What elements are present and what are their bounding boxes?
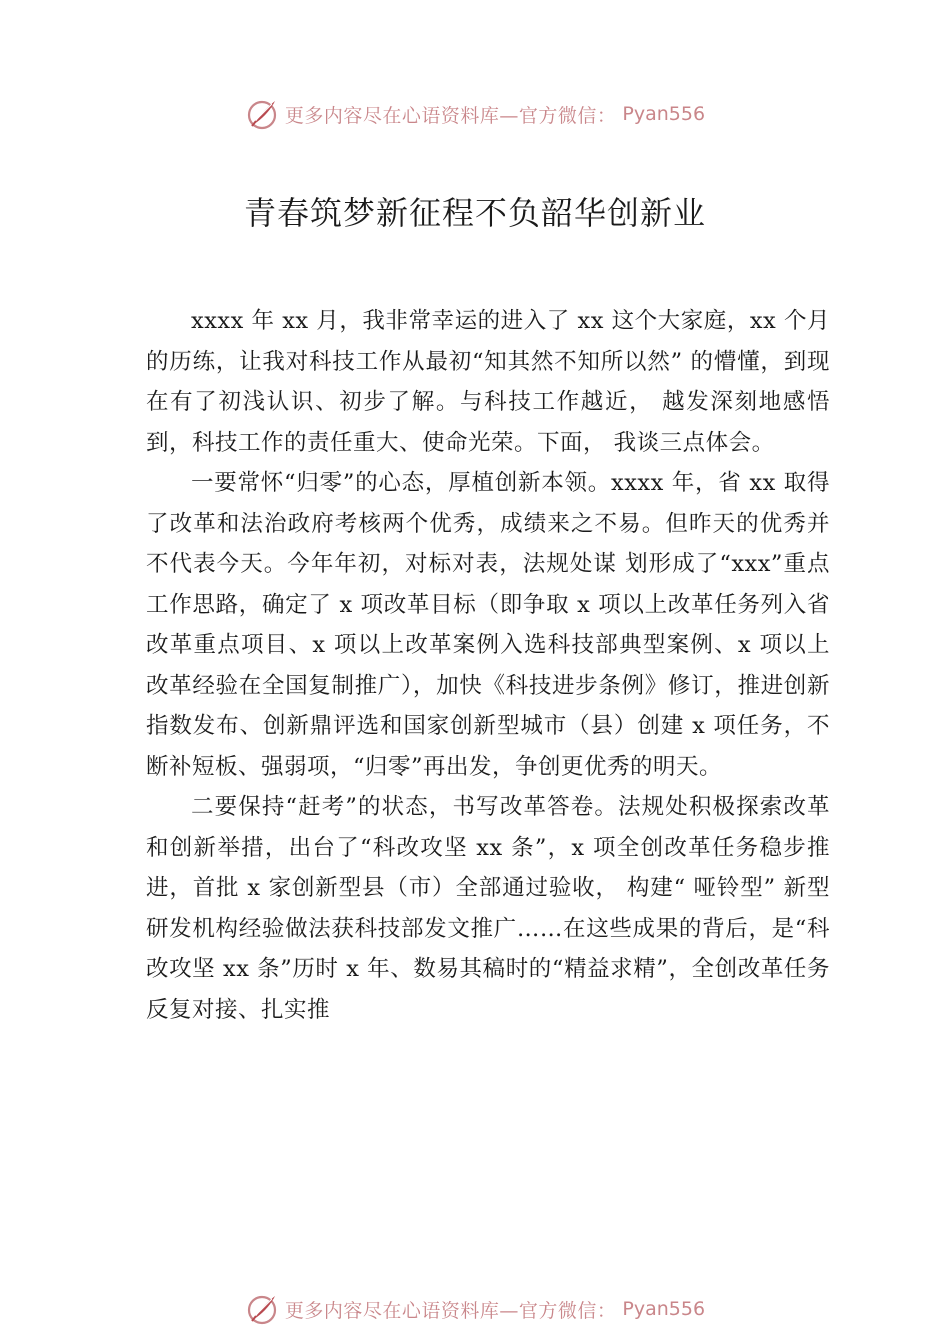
paragraph-1: xxxx 年 xx 月，我非常幸运的进入了 xx 这个大家庭，xx 个月的历练，让我对科技工作从最初“知其然不知所以然” 的懵懂，到现在有了初浅认识、初步了解。与科技工作越近， 越发深刻地感悟到，科技工作的责任重大、使命光荣。下面， 我谈三点体会。 — [146, 308, 830, 456]
banner-wechat-id: Pyan556 — [622, 103, 706, 125]
quill-logo-icon — [245, 1292, 279, 1326]
quill-logo-icon — [245, 97, 279, 131]
footer-banner — [0, 1289, 950, 1329]
document-title: 青春筑梦新征程不负韶华创新业 — [243, 194, 706, 232]
document-body — [146, 301, 830, 1030]
header-banner — [0, 94, 950, 134]
banner-wechat-id: Pyan556 — [622, 1298, 706, 1320]
banner-text: 更多内容尽在心语资料库—官方微信： — [284, 104, 617, 127]
paragraph-2: 一要常怀“归零”的心态，厚植创新本领。xxxx 年，省 xx 取得了改革和法治政府考核两个优秀，成绩来之不易。但昨天的优秀并不代表今天。今年年初，对标对表，法规处谋 划形成了“xxx”重点工作思路，确定了 x 项改革目标（即争取 x 项以上改革任务列入省改革重点项目、x 项以上改革案例入选科技部典型案例、x 项以上改革经验在全国复制推广），加快《科技进步条例》修订，推进创新指数发布、创新鼎评选和国家创新型城市（县）创建 x 项任务，不断补短板、强弱项，“归零”再出发，争创更优秀的明天。 — [146, 470, 830, 780]
banner-text: 更多内容尽在心语资料库—官方微信： — [284, 1299, 617, 1322]
paragraph-3: 二要保持“赶考”的状态，书写改革答卷。法规处积极探索改革和创新举措，出台了“科改攻坚 xx 条”，x 项全创改革任务稳步推进，首批 x 家创新型县（市）全部通过验收， 构建“ 哑铃型” 新型研发机构经验做法获科技部发文推广……在这些成果的背后，是“科改攻坚 xx 条”历时 x 年、数易其稿时的“精益求精”，全创改革任务反复对接、扎实推 — [146, 794, 830, 1023]
